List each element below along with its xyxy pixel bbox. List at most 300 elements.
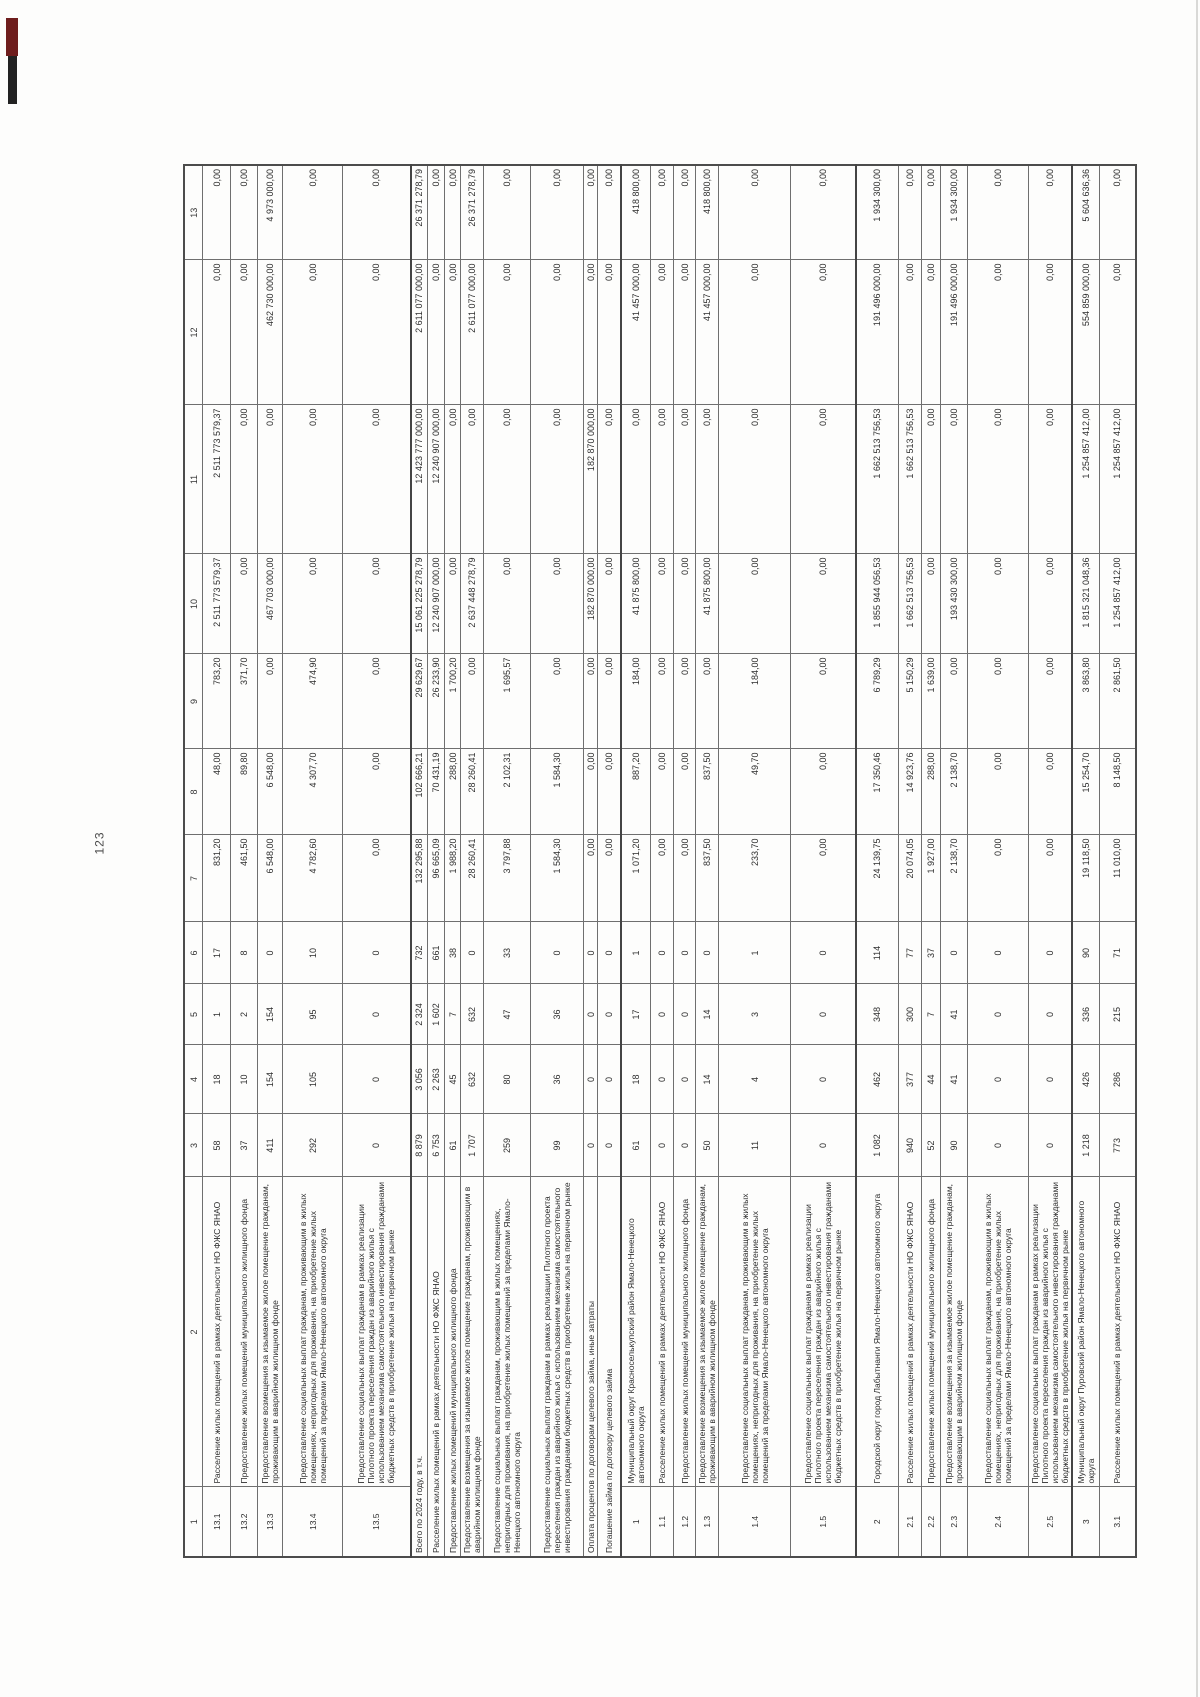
value-cell-col3: 58	[203, 1114, 231, 1177]
value-cell-col9: 29 629,67	[411, 654, 428, 749]
value-cell-col8: 14 923,76	[899, 749, 922, 835]
value-cell-col12: 0,00	[899, 260, 922, 405]
value-cell-col13: 0,00	[598, 165, 621, 260]
value-cell-col5: 348	[856, 984, 899, 1045]
value-cell-col10: 1 855 944 056,53	[856, 554, 899, 654]
description-cell: Предоставление социальных выплат гражданам, проживающим в жилых помещениях, непригодных для проживания, на приобретение жилых помещений за пределами Ямало-Ненецкого автономного округа	[484, 1177, 531, 1557]
value-cell-col6: 0	[968, 922, 1029, 984]
value-cell-col9: 0,00	[968, 654, 1029, 749]
value-cell-col9: 0,00	[258, 654, 283, 749]
description-cell: Предоставление социальных выплат гражданам в рамках реализации Пилотного проекта переселения граждан из аварийного жилья с использованием механизма самостоятельного инвестирования гражданами бюджетных средств в приобретение жилья на первичном рынке	[531, 1177, 584, 1557]
table-row	[696, 165, 719, 1557]
value-cell-col10: 1 662 513 756,53	[899, 554, 922, 654]
value-cell-col8: 1 584,30	[531, 749, 584, 835]
value-cell-col13: 0,00	[428, 165, 445, 260]
value-cell-col11: 1 662 513 756,53	[899, 405, 922, 554]
value-cell-col6: 732	[411, 922, 428, 984]
value-cell-col4: 0	[651, 1045, 674, 1114]
value-cell-col13: 0,00	[343, 165, 411, 260]
column-number-1: 1	[184, 1487, 203, 1557]
value-cell-col11: 2 511 773 579,37	[203, 405, 231, 554]
value-cell-col7: 19 118,50	[1072, 835, 1099, 922]
value-cell-col13: 0,00	[922, 165, 941, 260]
value-cell-col7: 0,00	[598, 835, 621, 922]
value-cell-col7: 1 988,20	[445, 835, 461, 922]
value-cell-col4: 0	[674, 1045, 696, 1114]
column-number-11: 11	[184, 405, 203, 554]
table-row	[461, 165, 484, 1557]
value-cell-col6: 71	[1099, 922, 1136, 984]
value-cell-col12: 462 730 000,00	[258, 260, 283, 405]
value-cell-col4: 36	[531, 1045, 584, 1114]
value-cell-col13: 0,00	[651, 165, 674, 260]
value-cell-col6: 38	[445, 922, 461, 984]
table-row	[674, 165, 696, 1557]
description-cell: Предоставление социальных выплат гражданам, проживающим в жилых помещениях, непригодных для проживания, на приобретение жилых помещений за пределами Ямало-Ненецкого автономного округа	[968, 1177, 1029, 1487]
value-cell-col8: 28 260,41	[461, 749, 484, 835]
value-cell-col7: 0,00	[674, 835, 696, 922]
value-cell-col13: 0,00	[531, 165, 584, 260]
value-cell-col8: 0,00	[1029, 749, 1073, 835]
value-cell-col5: 1 602	[428, 984, 445, 1045]
value-cell-col4: 0	[343, 1045, 411, 1114]
value-cell-col7: 0,00	[1029, 835, 1073, 922]
value-cell-col11: 1 254 857 412,00	[1099, 405, 1136, 554]
description-cell: Предоставление социальных выплат гражданам, проживающим в жилых помещениях, непригодных для проживания, на приобретение жилых помещений за пределами Ямало-Ненецкого автономного округа	[283, 1177, 343, 1487]
table-row	[941, 165, 968, 1557]
value-cell-col3: 411	[258, 1114, 283, 1177]
value-cell-col11: 0,00	[283, 405, 343, 554]
value-cell-col4: 10	[231, 1045, 258, 1114]
value-cell-col6: 0	[584, 922, 598, 984]
value-cell-col8: 0,00	[674, 749, 696, 835]
value-cell-col11: 0,00	[621, 405, 651, 554]
description-cell: Предоставление возмещения за изымаемое жилое помещение гражданам, проживающим в аварийном жилищном фонде	[461, 1177, 484, 1557]
value-cell-col13: 0,00	[203, 165, 231, 260]
table-row	[922, 165, 941, 1557]
value-cell-col13: 26 371 278,79	[411, 165, 428, 260]
description-cell: Предоставление возмещения за изымаемое жилое помещение гражданам, проживающим в аварийном жилищном фонде	[941, 1177, 968, 1487]
value-cell-col7: 24 139,75	[856, 835, 899, 922]
value-cell-col3: 90	[941, 1114, 968, 1177]
value-cell-col6: 1	[719, 922, 791, 984]
value-cell-col7: 1 927,00	[922, 835, 941, 922]
description-cell: Предоставление возмещения за изымаемое жилое помещение гражданам, проживающим в аварийном жилищном фонде	[696, 1177, 719, 1487]
value-cell-col10: 0,00	[343, 554, 411, 654]
value-cell-col8: 89,80	[231, 749, 258, 835]
value-cell-col9: 184,00	[621, 654, 651, 749]
table-row	[598, 165, 621, 1557]
value-cell-col10: 2 511 773 579,37	[203, 554, 231, 654]
value-cell-col12: 2 611 077 000,00	[411, 260, 428, 405]
value-cell-col10: 0,00	[598, 554, 621, 654]
value-cell-col4: 377	[899, 1045, 922, 1114]
value-cell-col12: 0,00	[598, 260, 621, 405]
value-cell-col3: 1 218	[1072, 1114, 1099, 1177]
value-cell-col10: 467 703 000,00	[258, 554, 283, 654]
value-cell-col5: 215	[1099, 984, 1136, 1045]
table-row	[968, 165, 1029, 1557]
value-cell-col12: 2 611 077 000,00	[461, 260, 484, 405]
value-cell-col6: 0	[258, 922, 283, 984]
value-cell-col13: 0,00	[445, 165, 461, 260]
column-number-9: 9	[184, 654, 203, 749]
value-cell-col5: 17	[621, 984, 651, 1045]
value-cell-col12: 0,00	[343, 260, 411, 405]
table-row	[258, 165, 283, 1557]
table-row	[1099, 165, 1136, 1557]
value-cell-col5: 41	[941, 984, 968, 1045]
row-number-cell: 2	[856, 1487, 899, 1557]
value-cell-col3: 61	[445, 1114, 461, 1177]
value-cell-col13: 0,00	[1029, 165, 1073, 260]
value-cell-col4: 4	[719, 1045, 791, 1114]
value-cell-col4: 41	[941, 1045, 968, 1114]
value-cell-col4: 0	[791, 1045, 856, 1114]
value-cell-col12: 0,00	[283, 260, 343, 405]
value-cell-col11: 0,00	[941, 405, 968, 554]
value-cell-col5: 0	[674, 984, 696, 1045]
value-cell-col13: 0,00	[231, 165, 258, 260]
value-cell-col12: 41 457 000,00	[621, 260, 651, 405]
value-cell-col13: 0,00	[791, 165, 856, 260]
value-cell-col5: 36	[531, 984, 584, 1045]
value-cell-col4: 45	[445, 1045, 461, 1114]
value-cell-col9: 0,00	[696, 654, 719, 749]
row-number-cell: 13.2	[231, 1487, 258, 1557]
table-row	[651, 165, 674, 1557]
value-cell-col8: 0,00	[343, 749, 411, 835]
table-row	[856, 165, 899, 1557]
value-cell-col10: 0,00	[651, 554, 674, 654]
column-number-4: 4	[184, 1045, 203, 1114]
value-cell-col4: 3 056	[411, 1045, 428, 1114]
report-table	[183, 164, 1137, 1558]
value-cell-col7: 20 074,05	[899, 835, 922, 922]
table-row	[203, 165, 231, 1557]
column-number-10: 10	[184, 554, 203, 654]
table-row	[899, 165, 922, 1557]
description-cell: Предоставление жилых помещений муниципального жилищного фонда	[445, 1177, 461, 1557]
value-cell-col3: 6 753	[428, 1114, 445, 1177]
value-cell-col3: 773	[1099, 1114, 1136, 1177]
value-cell-col6: 90	[1072, 922, 1099, 984]
value-cell-col13: 5 604 636,36	[1072, 165, 1099, 260]
value-cell-col12: 554 859 000,00	[1072, 260, 1099, 405]
value-cell-col6: 0	[791, 922, 856, 984]
value-cell-col5: 300	[899, 984, 922, 1045]
value-cell-col6: 0	[343, 922, 411, 984]
table-row	[791, 165, 856, 1557]
value-cell-col7: 837,50	[696, 835, 719, 922]
value-cell-col13: 4 973 000,00	[258, 165, 283, 260]
description-cell: Погашение займа по договору целевого займа	[598, 1177, 621, 1557]
value-cell-col6: 0	[674, 922, 696, 984]
value-cell-col8: 2 102,31	[484, 749, 531, 835]
value-cell-col4: 632	[461, 1045, 484, 1114]
value-cell-col13: 0,00	[674, 165, 696, 260]
value-cell-col10: 0,00	[283, 554, 343, 654]
value-cell-col3: 0	[791, 1114, 856, 1177]
value-cell-col8: 2 138,70	[941, 749, 968, 835]
value-cell-col6: 0	[461, 922, 484, 984]
value-cell-col8: 4 307,70	[283, 749, 343, 835]
description-cell: Предоставление социальных выплат гражданам, проживающим в жилых помещениях, непригодных для проживания, на приобретение жилых помещений за пределами Ямало-Ненецкого автономного округа	[719, 1177, 791, 1487]
value-cell-col3: 292	[283, 1114, 343, 1177]
row-number-cell: 1.2	[674, 1487, 696, 1557]
value-cell-col6: 0	[941, 922, 968, 984]
value-cell-col3: 99	[531, 1114, 584, 1177]
value-cell-col11: 12 240 907 000,00	[428, 405, 445, 554]
value-cell-col10: 0,00	[531, 554, 584, 654]
value-cell-col7: 831,20	[203, 835, 231, 922]
value-cell-col13: 0,00	[484, 165, 531, 260]
row-number-cell: 13.1	[203, 1487, 231, 1557]
value-cell-col10: 0,00	[484, 554, 531, 654]
value-cell-col5: 0	[968, 984, 1029, 1045]
binding-mark-black	[8, 56, 17, 104]
value-cell-col13: 0,00	[1099, 165, 1136, 260]
value-cell-col9: 783,20	[203, 654, 231, 749]
value-cell-col3: 37	[231, 1114, 258, 1177]
value-cell-col6: 114	[856, 922, 899, 984]
value-cell-col7: 0,00	[343, 835, 411, 922]
value-cell-col9: 0,00	[791, 654, 856, 749]
value-cell-col4: 80	[484, 1045, 531, 1114]
value-cell-col7: 2 138,70	[941, 835, 968, 922]
value-cell-col6: 661	[428, 922, 445, 984]
value-cell-col6: 0	[696, 922, 719, 984]
value-cell-col9: 1 695,57	[484, 654, 531, 749]
value-cell-col10: 0,00	[968, 554, 1029, 654]
value-cell-col10: 41 875 800,00	[696, 554, 719, 654]
value-cell-col4: 18	[621, 1045, 651, 1114]
value-cell-col6: 0	[1029, 922, 1073, 984]
value-cell-col12: 0,00	[203, 260, 231, 405]
value-cell-col12: 0,00	[651, 260, 674, 405]
description-cell: Всего по 2024 году, в т.ч.	[411, 1177, 428, 1557]
value-cell-col12: 0,00	[484, 260, 531, 405]
value-cell-col6: 0	[531, 922, 584, 984]
table-row	[445, 165, 461, 1557]
value-cell-col13: 418 800,00	[621, 165, 651, 260]
value-cell-col6: 10	[283, 922, 343, 984]
value-cell-col10: 193 430 300,00	[941, 554, 968, 654]
value-cell-col11: 0,00	[531, 405, 584, 554]
value-cell-col12: 0,00	[968, 260, 1029, 405]
value-cell-col9: 3 863,80	[1072, 654, 1099, 749]
value-cell-col6: 8	[231, 922, 258, 984]
value-cell-col8: 15 254,70	[1072, 749, 1099, 835]
row-number-cell: 13.4	[283, 1487, 343, 1557]
value-cell-col7: 461,50	[231, 835, 258, 922]
value-cell-col4: 14	[696, 1045, 719, 1114]
value-cell-col10: 182 870 000,00	[584, 554, 598, 654]
value-cell-col5: 2	[231, 984, 258, 1045]
value-cell-col11: 0,00	[258, 405, 283, 554]
value-cell-col5: 154	[258, 984, 283, 1045]
value-cell-col7: 3 797,88	[484, 835, 531, 922]
value-cell-col13: 1 934 300,00	[856, 165, 899, 260]
value-cell-col11: 0,00	[231, 405, 258, 554]
row-number-cell: 13.5	[343, 1487, 411, 1557]
value-cell-col12: 0,00	[584, 260, 598, 405]
value-cell-col9: 0,00	[941, 654, 968, 749]
row-number-cell: 1.3	[696, 1487, 719, 1557]
row-number-cell: 1	[621, 1487, 651, 1557]
value-cell-col12: 0,00	[1099, 260, 1136, 405]
rotated-table-container	[183, 166, 1125, 1558]
value-cell-col9: 6 789,29	[856, 654, 899, 749]
value-cell-col11: 0,00	[791, 405, 856, 554]
value-cell-col6: 33	[484, 922, 531, 984]
value-cell-col7: 233,70	[719, 835, 791, 922]
value-cell-col10: 0,00	[922, 554, 941, 654]
value-cell-col10: 0,00	[791, 554, 856, 654]
value-cell-col12: 0,00	[231, 260, 258, 405]
description-cell: Расселение жилых помещений в рамках деятельности НО ФЖС ЯНАО	[1099, 1177, 1136, 1487]
value-cell-col7: 96 665,09	[428, 835, 445, 922]
value-cell-col4: 44	[922, 1045, 941, 1114]
table-row	[411, 165, 428, 1557]
value-cell-col5: 632	[461, 984, 484, 1045]
table-row	[719, 165, 791, 1557]
value-cell-col11: 0,00	[922, 405, 941, 554]
value-cell-col6: 1	[621, 922, 651, 984]
value-cell-col3: 50	[696, 1114, 719, 1177]
value-cell-col10: 41 875 800,00	[621, 554, 651, 654]
value-cell-col9: 371,70	[231, 654, 258, 749]
value-cell-col5: 7	[922, 984, 941, 1045]
row-number-cell: 13.3	[258, 1487, 283, 1557]
row-number-cell: 2.5	[1029, 1487, 1073, 1557]
value-cell-col4: 286	[1099, 1045, 1136, 1114]
value-cell-col11: 0,00	[445, 405, 461, 554]
value-cell-col12: 0,00	[674, 260, 696, 405]
value-cell-col7: 1 071,20	[621, 835, 651, 922]
value-cell-col3: 52	[922, 1114, 941, 1177]
column-number-6: 6	[184, 922, 203, 984]
value-cell-col12: 0,00	[791, 260, 856, 405]
page-edge-line	[1196, 0, 1198, 1697]
description-cell: Расселение жилых помещений в рамках деятельности НО ФЖС ЯНАО	[651, 1177, 674, 1487]
table-row	[621, 165, 651, 1557]
value-cell-col5: 0	[598, 984, 621, 1045]
row-number-cell: 1.4	[719, 1487, 791, 1557]
value-cell-col13: 0,00	[968, 165, 1029, 260]
value-cell-col9: 0,00	[651, 654, 674, 749]
value-cell-col7: 132 295,88	[411, 835, 428, 922]
value-cell-col9: 0,00	[674, 654, 696, 749]
value-cell-col7: 4 782,60	[283, 835, 343, 922]
value-cell-col8: 48,00	[203, 749, 231, 835]
value-cell-col12: 0,00	[445, 260, 461, 405]
value-cell-col4: 0	[598, 1045, 621, 1114]
value-cell-col3: 11	[719, 1114, 791, 1177]
table-row	[343, 165, 411, 1557]
value-cell-col8: 887,20	[621, 749, 651, 835]
value-cell-col11: 0,00	[1029, 405, 1073, 554]
value-cell-col10: 0,00	[719, 554, 791, 654]
value-cell-col4: 462	[856, 1045, 899, 1114]
value-cell-col6: 17	[203, 922, 231, 984]
value-cell-col12: 0,00	[922, 260, 941, 405]
value-cell-col10: 1 254 857 412,00	[1099, 554, 1136, 654]
column-number-12: 12	[184, 260, 203, 405]
header-row	[184, 165, 203, 1557]
value-cell-col12: 0,00	[531, 260, 584, 405]
value-cell-col4: 154	[258, 1045, 283, 1114]
description-cell: Предоставление жилых помещений муниципального жилищного фонда	[922, 1177, 941, 1487]
value-cell-col5: 14	[696, 984, 719, 1045]
value-cell-col8: 0,00	[651, 749, 674, 835]
page-number: 123	[92, 831, 107, 855]
value-cell-col3: 0	[584, 1114, 598, 1177]
value-cell-col10: 15 061 225 278,79	[411, 554, 428, 654]
description-cell: Расселение жилых помещений в рамках деятельности НО ФЖС ЯНАО	[899, 1177, 922, 1487]
value-cell-col9: 0,00	[343, 654, 411, 749]
value-cell-col12: 0,00	[719, 260, 791, 405]
value-cell-col13: 0,00	[899, 165, 922, 260]
value-cell-col11: 1 662 513 756,53	[856, 405, 899, 554]
value-cell-col7: 0,00	[968, 835, 1029, 922]
description-cell: Расселение жилых помещений в рамках деятельности НО ФЖС ЯНАО	[203, 1177, 231, 1487]
value-cell-col6: 0	[598, 922, 621, 984]
value-cell-col5: 7	[445, 984, 461, 1045]
value-cell-col11: 0,00	[484, 405, 531, 554]
value-cell-col7: 28 260,41	[461, 835, 484, 922]
description-cell: Предоставление жилых помещений муниципального жилищного фонда	[674, 1177, 696, 1487]
value-cell-col11: 182 870 000,00	[584, 405, 598, 554]
value-cell-col6: 0	[651, 922, 674, 984]
value-cell-col5: 0	[1029, 984, 1073, 1045]
value-cell-col11: 0,00	[674, 405, 696, 554]
value-cell-col8: 0,00	[791, 749, 856, 835]
value-cell-col8: 49,70	[719, 749, 791, 835]
value-cell-col8: 0,00	[584, 749, 598, 835]
value-cell-col7: 0,00	[584, 835, 598, 922]
value-cell-col11: 0,00	[343, 405, 411, 554]
column-number-3: 3	[184, 1114, 203, 1177]
value-cell-col4: 0	[584, 1045, 598, 1114]
value-cell-col9: 0,00	[531, 654, 584, 749]
value-cell-col11: 1 254 857 412,00	[1072, 405, 1099, 554]
binding-mark-red	[6, 18, 18, 56]
description-cell: Предоставление социальных выплат гражданам в рамках реализации Пилотного проекта переселения граждан из аварийного жилья с использованием механизма самостоятельного инвестирования гражданами бюджетных средств в приобретение жилья на первичном рынке	[791, 1177, 856, 1487]
description-cell: Расселение жилых помещений в рамках деятельности НО ФЖС ЯНАО	[428, 1177, 445, 1557]
value-cell-col12: 0,00	[428, 260, 445, 405]
value-cell-col4: 0	[968, 1045, 1029, 1114]
value-cell-col8: 0,00	[968, 749, 1029, 835]
description-cell: Муниципальный округ Пуровский район Ямало-Ненецкого автономного округа	[1072, 1177, 1099, 1487]
row-number-cell: 2.3	[941, 1487, 968, 1557]
row-number-cell: 3.1	[1099, 1487, 1136, 1557]
value-cell-col12: 0,00	[1029, 260, 1073, 405]
value-cell-col9: 2 861,50	[1099, 654, 1136, 749]
value-cell-col5: 47	[484, 984, 531, 1045]
value-cell-col8: 102 666,21	[411, 749, 428, 835]
value-cell-col4: 0	[1029, 1045, 1073, 1114]
column-number-8: 8	[184, 749, 203, 835]
value-cell-col5: 1	[203, 984, 231, 1045]
value-cell-col3: 0	[651, 1114, 674, 1177]
description-cell: Предоставление социальных выплат гражданам в рамках реализации Пилотного проекта переселения граждан из аварийного жилья с использованием механизма самостоятельного инвестирования гражданами бюджетных средств в приобретение жилья на первичном рынке	[1029, 1177, 1073, 1487]
description-cell: Предоставление жилых помещений муниципального жилищного фонда	[231, 1177, 258, 1487]
row-number-cell: 2.2	[922, 1487, 941, 1557]
value-cell-col8: 17 350,46	[856, 749, 899, 835]
value-cell-col6: 77	[899, 922, 922, 984]
value-cell-col8: 70 431,19	[428, 749, 445, 835]
